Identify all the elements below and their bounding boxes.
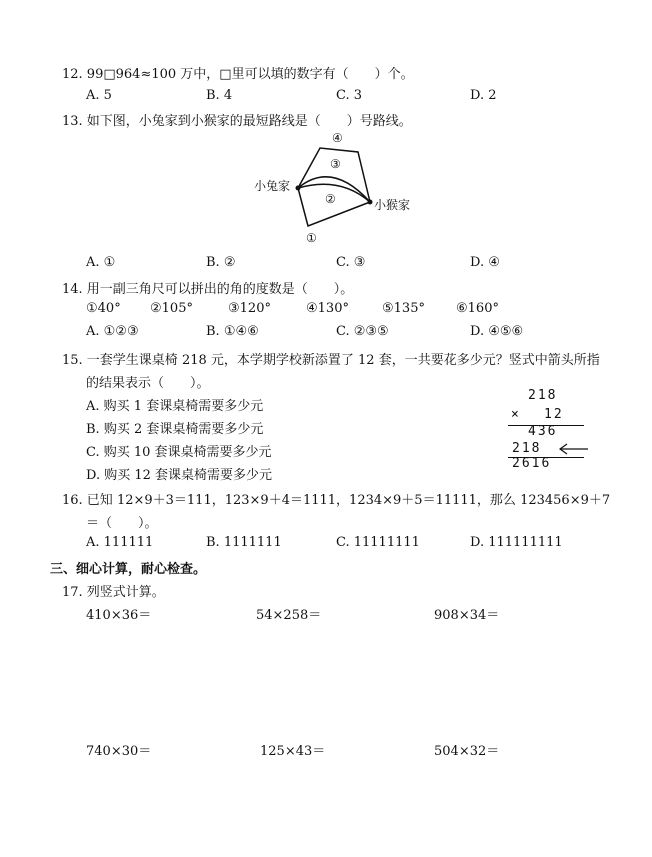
vertical-row-3: 436 — [528, 424, 558, 439]
q12-option-a: A. 5 — [86, 88, 112, 103]
q15-stem-line1: 15. 一套学生课桌椅 218 元，本学期学校新添置了 12 套，一共要花多少元？竖式中箭头所指 — [62, 353, 600, 368]
calc-6: 504×32＝ — [434, 744, 500, 759]
q13-option-a: A. ① — [86, 255, 116, 270]
calc-5: 125×43＝ — [260, 744, 326, 759]
vertical-row-4: 218 — [512, 441, 542, 456]
q14-angle-1: ①40° — [86, 301, 121, 316]
calc-4: 740×30＝ — [86, 744, 152, 759]
q12-option-b: B. 4 — [206, 88, 233, 103]
q17-title: 17. 列竖式计算。 — [62, 585, 165, 600]
q15-option-c: C. 购买 10 套课桌椅需要多少元 — [86, 445, 272, 460]
q14-angle-3: ③120° — [228, 301, 271, 316]
q14-angle-4: ④130° — [306, 301, 349, 316]
q13-option-c: C. ③ — [336, 255, 366, 270]
q12-stem: 12. 99□964≈100 万中，□里可以填的数字有（ ）个。 — [62, 67, 414, 82]
q14-option-d: D. ④⑤⑥ — [470, 324, 524, 339]
end-label: 小猴家 — [374, 198, 411, 212]
q14-angle-6: ⑥160° — [456, 301, 499, 316]
vertical-row-1: 218 — [528, 388, 558, 403]
q13-stem: 13. 如下图，小兔家到小猴家的最短路线是（ ）号路线。 — [62, 114, 412, 129]
start-label: 小兔家 — [254, 179, 291, 193]
q16-option-c: C. 11111111 — [336, 535, 420, 550]
q14-option-c: C. ②③⑤ — [336, 324, 389, 339]
end-point — [368, 200, 373, 205]
q14-stem: 14. 用一副三角尺可以拼出的角的度数是（ ）。 — [62, 282, 354, 297]
route-4-label: ④ — [332, 131, 343, 145]
q12-option-c: C. 3 — [336, 88, 363, 103]
section-3-heading: 三、细心计算，耐心检查。 — [50, 562, 207, 577]
vertical-row-5: 2616 — [512, 456, 552, 471]
q16-stem-line1: 16. 已知 12×9＋3＝111，123×9＋4＝1111，1234×9＋5＝11111，那么 123456×9＋7 — [62, 493, 611, 508]
q15-option-b: B. 购买 2 套课桌椅需要多少元 — [86, 422, 264, 437]
route-2-label: ② — [325, 192, 336, 206]
q14-option-b: B. ①④⑥ — [206, 324, 259, 339]
q13-option-b: B. ② — [206, 255, 236, 270]
q13-option-d: D. ④ — [470, 255, 500, 270]
vertical-row-2: 12 — [544, 407, 564, 422]
q16-stem-line2: ＝（ ）。 — [86, 516, 158, 531]
q16-option-d: D. 111111111 — [470, 535, 563, 550]
q16-option-b: B. 1111111 — [206, 535, 282, 550]
q15-option-d: D. 购买 12 套课桌椅需要多少元 — [86, 468, 273, 483]
q14-angle-5: ⑤135° — [382, 301, 425, 316]
q12-option-d: D. 2 — [470, 88, 497, 103]
start-point — [296, 186, 301, 191]
q16-option-a: A. 111111 — [86, 535, 154, 550]
arrow-icon — [556, 441, 592, 457]
vertical-times-sign: × — [511, 407, 521, 422]
route-3-label: ③ — [330, 157, 341, 171]
q14-angle-2: ②105° — [150, 301, 193, 316]
q15-stem-line2: 的结果表示（ ）。 — [86, 376, 210, 391]
calc-1: 410×36＝ — [86, 608, 152, 623]
q14-option-a: A. ①②③ — [86, 324, 139, 339]
q15-option-a: A. 购买 1 套课桌椅需要多少元 — [86, 399, 264, 414]
calc-2: 54×258＝ — [256, 608, 322, 623]
route-1-label: ① — [306, 231, 317, 245]
calc-3: 908×34＝ — [434, 608, 500, 623]
